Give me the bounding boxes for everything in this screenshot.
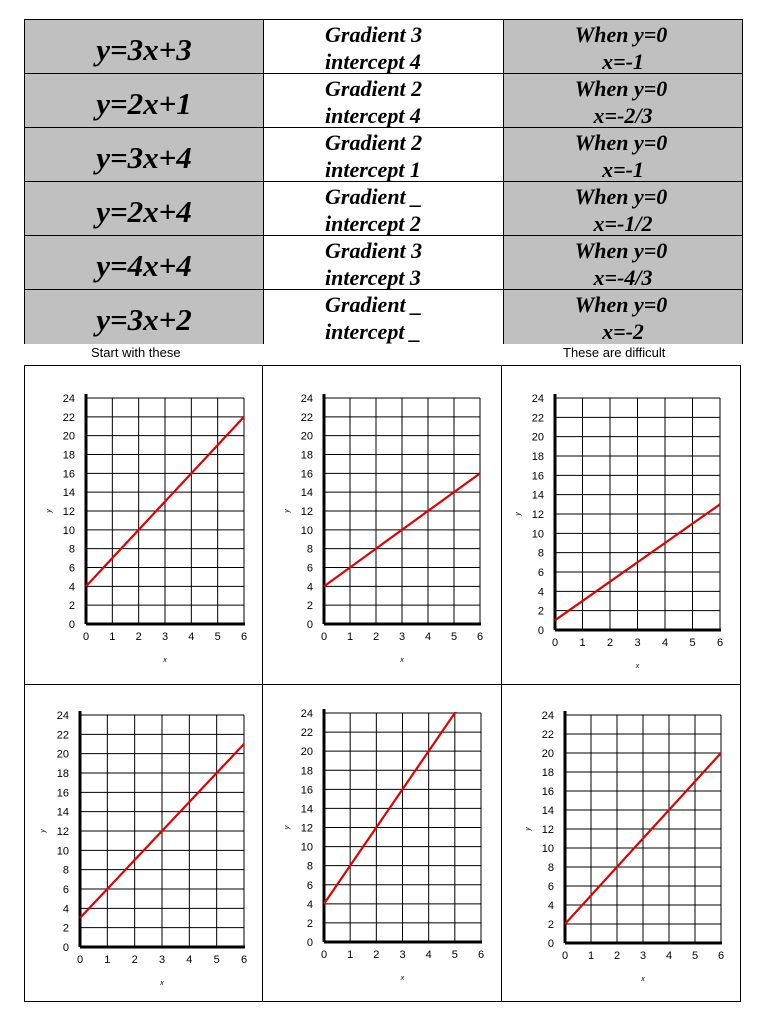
x-tick-label: 3 [639, 950, 647, 962]
y-tick-label: 2 [547, 919, 554, 931]
x-tick-label: 0 [551, 637, 559, 649]
x-tick-label: 5 [213, 954, 220, 966]
card-row [25, 74, 742, 128]
y-tick-label: 4 [537, 586, 544, 599]
y-tick-label: 20 [62, 430, 75, 443]
x-tick-label: 5 [450, 631, 458, 643]
x-value-text: x=-1 [602, 157, 644, 182]
gradient-card [264, 236, 504, 289]
x-tick-label: 6 [477, 949, 485, 961]
y-tick-label: 16 [56, 787, 69, 800]
y-tick-label: 8 [537, 547, 544, 560]
x-tick-label: 0 [76, 954, 84, 966]
graph-panel [24, 365, 263, 685]
y-tick-label: 16 [300, 784, 313, 797]
y-tick-label: 2 [62, 922, 69, 935]
when-text: When y=0 [574, 22, 668, 47]
when-text: When y=0 [574, 130, 668, 155]
x-axis-label: x [635, 663, 640, 670]
x-axis-label: x [163, 657, 167, 664]
y-tick-label: 24 [300, 708, 313, 720]
graph-grid [24, 365, 743, 1002]
y-tick-label: 12 [300, 506, 313, 518]
x-tick-label: 1 [109, 631, 116, 643]
y-tick-label: 8 [547, 862, 554, 874]
y-tick-label: 14 [62, 487, 75, 500]
gradient-card [264, 20, 504, 73]
y-tick-label: 8 [62, 864, 69, 877]
graph-panel [24, 684, 263, 1002]
gradient-card [264, 290, 504, 344]
x-tick-label: 2 [373, 949, 380, 961]
when-text: When y=0 [574, 292, 668, 317]
graph-panel [262, 365, 502, 685]
intercept-text: intercept 2 [325, 211, 421, 236]
intercept-text: intercept 4 [325, 49, 421, 74]
x-tick-label: 2 [606, 637, 614, 649]
y-tick-label: 18 [62, 449, 75, 462]
card-row [25, 20, 742, 74]
y-tick-label: 4 [306, 898, 313, 911]
card-row [25, 236, 742, 290]
y-tick-label: 0 [306, 937, 313, 949]
y-tick-label: 18 [300, 765, 313, 778]
y-tick-label: 14 [531, 489, 544, 502]
y-tick-label: 22 [300, 727, 313, 740]
y-tick-label: 10 [300, 841, 313, 854]
intercept-text: intercept 4 [325, 103, 421, 128]
intercept-text: intercept _ [325, 319, 421, 344]
card-row [25, 290, 742, 344]
y-axis-label: y [515, 512, 522, 516]
x-value-text: x=-2/3 [593, 103, 653, 128]
y-tick-label: 22 [531, 412, 544, 425]
card-row [25, 182, 742, 236]
y-tick-label: 12 [62, 506, 75, 518]
x-axis-label: x [400, 975, 405, 982]
y-tick-label: 10 [531, 528, 544, 541]
y-tick-label: 20 [300, 746, 313, 759]
x-tick-label: 3 [161, 631, 169, 643]
note-start: Start with these [91, 345, 181, 360]
y-tick-label: 10 [56, 845, 69, 858]
y-tick-label: 20 [541, 748, 554, 760]
x-tick-label: 0 [320, 631, 328, 643]
y-tick-label: 18 [531, 451, 544, 463]
x-tick-label: 6 [476, 631, 484, 643]
y-tick-label: 14 [300, 803, 313, 816]
graph-svg [25, 685, 262, 1001]
y-tick-label: 18 [300, 449, 313, 462]
graph-panel [501, 684, 741, 1002]
y-tick-label: 20 [300, 430, 313, 443]
x-tick-label: 2 [131, 954, 138, 966]
x-tick-label: 1 [104, 954, 111, 966]
y-tick-label: 2 [537, 605, 544, 618]
y-tick-label: 0 [306, 619, 313, 631]
gradient-text: Gradient 3 [325, 22, 423, 47]
x-tick-label: 2 [613, 950, 621, 962]
note-difficult: These are difficult [563, 345, 666, 360]
y-tick-label: 10 [541, 843, 554, 855]
x-tick-label: 2 [372, 631, 380, 643]
graph-svg [502, 685, 740, 1001]
graph-svg [25, 366, 262, 684]
y-tick-label: 4 [306, 581, 313, 594]
gradient-text: Gradient 2 [325, 76, 423, 101]
equation-card: y=3x+3 [25, 20, 264, 73]
graph-svg [502, 366, 740, 684]
x-tick-label: 6 [240, 954, 248, 966]
root-card [504, 290, 742, 344]
intercept-text: intercept 1 [325, 157, 421, 182]
x-tick-label: 1 [346, 631, 354, 643]
root-card [504, 182, 742, 235]
y-tick-label: 6 [547, 881, 554, 893]
y-tick-label: 6 [537, 567, 544, 579]
y-tick-label: 20 [531, 431, 544, 444]
y-tick-label: 4 [68, 581, 75, 594]
x-axis-label: x [641, 976, 645, 983]
intercept-text: intercept 3 [325, 265, 421, 290]
root-card [504, 74, 742, 127]
when-text: When y=0 [574, 238, 668, 263]
graph-svg [263, 685, 501, 1001]
y-tick-label: 10 [62, 524, 75, 537]
x-tick-label: 1 [347, 949, 354, 961]
root-card [504, 20, 742, 73]
card-row [25, 128, 742, 182]
y-tick-label: 2 [306, 600, 313, 613]
y-tick-label: 24 [541, 710, 554, 722]
x-tick-label: 4 [425, 949, 432, 961]
graph-panel [501, 365, 741, 685]
y-tick-label: 12 [56, 826, 69, 838]
x-tick-label: 6 [717, 950, 725, 962]
x-tick-label: 1 [587, 950, 595, 962]
y-tick-label: 24 [531, 393, 544, 405]
x-tick-label: 4 [665, 950, 673, 962]
gradient-card [264, 128, 504, 181]
x-axis-label: x [400, 657, 404, 664]
x-value-text: x=-1 [602, 49, 644, 74]
x-tick-label: 1 [579, 637, 586, 649]
y-tick-label: 12 [300, 822, 313, 835]
x-tick-label: 5 [691, 950, 699, 962]
y-tick-label: 14 [541, 805, 554, 817]
x-tick-label: 0 [561, 950, 569, 962]
y-tick-label: 8 [306, 543, 313, 556]
equation-card: y=4x+4 [25, 236, 264, 289]
x-tick-label: 5 [689, 637, 696, 649]
equation-card: y=3x+2 [25, 290, 264, 344]
gradient-card [264, 182, 504, 235]
y-tick-label: 12 [541, 824, 554, 836]
y-axis-label: y [46, 509, 53, 513]
y-tick-label: 16 [541, 786, 554, 798]
y-tick-label: 6 [68, 562, 75, 575]
x-value-text: x=-1/2 [593, 211, 653, 236]
when-text: When y=0 [574, 76, 668, 101]
x-tick-label: 5 [214, 631, 221, 643]
card-table [24, 19, 743, 344]
equation-card: y=2x+1 [25, 74, 264, 127]
y-tick-label: 6 [306, 879, 313, 892]
x-tick-label: 3 [158, 954, 166, 966]
x-tick-label: 4 [661, 637, 669, 649]
y-tick-label: 0 [62, 942, 69, 954]
graph-svg [263, 366, 501, 684]
x-tick-label: 6 [716, 637, 724, 649]
x-tick-label: 3 [399, 949, 406, 961]
gradient-text: Gradient 2 [325, 130, 423, 155]
y-tick-label: 6 [62, 884, 69, 896]
x-tick-label: 2 [135, 631, 142, 643]
y-tick-label: 0 [547, 938, 554, 950]
graph-panel [262, 684, 502, 1002]
x-value-text: x=-2 [602, 319, 644, 344]
y-tick-label: 16 [300, 468, 313, 481]
x-tick-label: 3 [634, 637, 641, 649]
x-tick-label: 5 [451, 949, 458, 961]
y-tick-label: 22 [300, 411, 313, 424]
y-tick-label: 0 [537, 625, 544, 637]
y-axis-label: y [40, 829, 47, 833]
y-tick-label: 4 [547, 900, 554, 912]
when-text: When y=0 [574, 184, 668, 209]
y-tick-label: 4 [62, 903, 69, 916]
y-tick-label: 24 [62, 393, 75, 405]
equation-card: y=3x+4 [25, 128, 264, 181]
root-card [504, 128, 742, 181]
x-axis-label: x [160, 980, 164, 987]
y-tick-label: 16 [531, 470, 544, 483]
x-tick-label: 4 [188, 631, 195, 643]
y-tick-label: 10 [300, 524, 313, 537]
y-tick-label: 18 [541, 767, 554, 779]
y-tick-label: 22 [541, 729, 554, 741]
y-tick-label: 8 [68, 543, 75, 556]
gradient-card [264, 74, 504, 127]
x-tick-label: 0 [320, 949, 328, 961]
y-axis-label: y [525, 827, 532, 831]
y-tick-label: 24 [300, 393, 313, 405]
x-value-text: x=-4/3 [593, 265, 653, 290]
x-tick-label: 4 [424, 631, 432, 643]
gradient-text: Gradient _ [325, 292, 423, 317]
y-tick-label: 24 [56, 710, 69, 722]
root-card [504, 236, 742, 289]
y-axis-label: y [284, 825, 291, 830]
y-axis-label: y [284, 509, 291, 513]
y-tick-label: 22 [62, 411, 75, 424]
y-tick-label: 6 [306, 562, 313, 575]
y-tick-label: 2 [68, 600, 75, 613]
y-tick-label: 22 [56, 729, 69, 742]
x-tick-label: 3 [398, 631, 406, 643]
gradient-text: Gradient 3 [325, 238, 423, 263]
y-tick-label: 14 [56, 806, 69, 819]
y-tick-label: 18 [56, 768, 69, 780]
gradient-text: Gradient _ [325, 184, 423, 209]
y-tick-label: 20 [56, 748, 69, 761]
equation-card: y=2x+4 [25, 182, 264, 235]
x-tick-label: 0 [82, 631, 90, 643]
data-line [324, 703, 461, 903]
y-tick-label: 0 [68, 619, 75, 631]
y-tick-label: 8 [306, 860, 313, 873]
y-tick-label: 14 [300, 487, 313, 500]
y-tick-label: 16 [62, 468, 75, 481]
y-tick-label: 12 [531, 509, 544, 521]
y-tick-label: 2 [306, 917, 313, 930]
x-tick-label: 4 [186, 954, 193, 966]
x-tick-label: 6 [240, 631, 248, 643]
